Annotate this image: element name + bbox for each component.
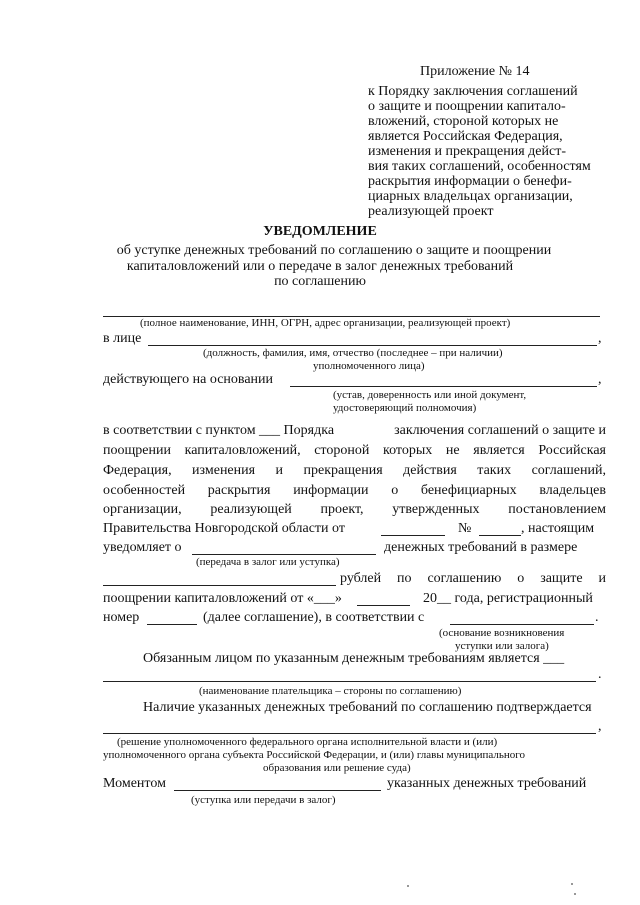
confirmation-caption-3: образования или решение суда) [263, 762, 411, 774]
ground-caption-2: уступки или залога) [455, 640, 549, 652]
paragraph-word: утвержденных [392, 502, 480, 517]
number-sign: № [458, 521, 472, 536]
monetary-claims-text: денежных требований в размере [384, 540, 578, 555]
agreement-note-text: (далее соглашение), в соответствии с [203, 610, 425, 625]
paragraph-word: не [445, 443, 460, 458]
moment-label: Моментом [103, 776, 166, 791]
paragraph-word: соглашений, [531, 463, 606, 478]
paragraph-word: и [598, 571, 606, 586]
moment-text: указанных денежных требований [387, 776, 587, 791]
paragraph-word: организации, [103, 502, 182, 517]
paragraph-word: особенностей [103, 483, 186, 498]
ground-field[interactable] [450, 624, 594, 625]
paragraph-word: реализующей [210, 502, 292, 517]
paragraph-word: Федерация, [103, 463, 172, 478]
paragraph-word: которых [383, 443, 433, 458]
paragraph-word: информации [293, 483, 369, 498]
paragraph-word: раскрытия [207, 483, 271, 498]
payer-caption: (наименование плательщика – стороны по соглашению) [199, 685, 462, 697]
paragraph-word: рублей [340, 571, 382, 586]
appendix-line: изменения и прекращения дейст- [368, 144, 566, 159]
authority-caption-1: (устав, доверенность или иной документ, [333, 389, 527, 401]
amount-field[interactable] [103, 585, 336, 586]
organization-caption: (полное наименование, ИНН, ОГРН, адрес организации, реализующей проект) [140, 317, 511, 329]
scan-speck [571, 883, 573, 885]
confirmation-field[interactable] [103, 733, 596, 734]
paragraph-line-4 [103, 483, 606, 499]
obliged-person-text: Обязанным лицом по указанным денежным требованиям является ___ [143, 651, 565, 666]
paragraph-word: о [517, 571, 525, 586]
registration-number-field[interactable] [147, 624, 197, 625]
paragraph-line-8 [340, 571, 606, 587]
ground-caption-1: (основание возникновения [439, 627, 565, 639]
paragraph-word: поощрении [103, 443, 171, 458]
paragraph-line-6-end: , настоящим [521, 521, 595, 536]
pledge-type-field[interactable] [192, 554, 376, 555]
in-person-label: в лице [103, 331, 142, 346]
paragraph-word: постановлением [508, 502, 606, 517]
paragraph-word: капиталовложений, [184, 443, 301, 458]
appendix-line: реализующей проект [368, 204, 494, 219]
paragraph-word: соглашению [427, 571, 502, 586]
notifies-label: уведомляет о [103, 540, 182, 555]
subtitle-line-1: об уступке денежных требований по соглашению о защите и поощрении [116, 243, 552, 258]
paragraph-word: о [391, 483, 399, 498]
confirmation-caption-1: (решение уполномоченного федерального органа исполнительной власти и (или) [117, 736, 498, 748]
paragraph-word: проект, [320, 502, 364, 517]
paragraph-word: Российская [538, 443, 606, 458]
paragraph-line-1: в соответствии с пунктом ___ Порядка заключения соглашений о защите и [103, 423, 606, 438]
moment-field[interactable] [174, 790, 381, 791]
paragraph-word: является [473, 443, 525, 458]
payer-field[interactable] [103, 681, 596, 682]
appendix-line: является Российская Федерация, [368, 129, 563, 144]
appendix-line: о защите и поощрении капитало- [368, 99, 566, 114]
paragraph-word: прекращения [303, 463, 383, 478]
confirmation-text: Наличие указанных денежных требований по соглашению подтверждается [143, 700, 592, 715]
appendix-line: циарных владельцах организации, [368, 189, 573, 204]
paragraph-word: бенефициарных [420, 483, 517, 498]
agreement-date-label: поощрении капиталовложений от «___» [103, 591, 342, 606]
decree-date-field[interactable] [381, 535, 445, 536]
subtitle-line-3: по соглашению [274, 274, 366, 289]
moment-caption: (уступка или передачи в залог) [191, 794, 336, 806]
paragraph-line-3 [103, 463, 606, 479]
agreement-month-field[interactable] [357, 605, 410, 606]
paragraph-word: владельцев [539, 483, 606, 498]
paragraph-word: изменения [192, 463, 256, 478]
paragraph-word: таких [477, 463, 512, 478]
acting-label: действующего на основании [103, 372, 274, 387]
paragraph-word: стороной [314, 443, 370, 458]
appendix-title: Приложение № 14 [420, 64, 530, 79]
paragraph-word: действия [403, 463, 457, 478]
paragraph-line-6-text: Правительства Новгородской области от [103, 521, 345, 536]
paragraph-word: и [275, 463, 284, 478]
authority-basis-field[interactable] [290, 386, 597, 387]
representative-field[interactable] [148, 345, 597, 346]
scan-speck [407, 885, 409, 887]
document-title: УВЕДОМЛЕНИЕ [263, 224, 377, 239]
representative-caption-1: (должность, фамилия, имя, отчество (последнее – при наличии) [203, 347, 503, 359]
scan-speck [574, 893, 576, 895]
authority-caption-2: удостоверяющий полномочия) [333, 402, 477, 414]
appendix-line: вложений, стороной которых не [368, 114, 559, 129]
paragraph-line-5 [103, 502, 606, 518]
subtitle-line-2: капиталовложений или о передаче в залог денежных требований [126, 259, 514, 274]
decree-number-field[interactable] [479, 535, 521, 536]
paragraph-word: по [397, 571, 412, 586]
paragraph-line-2 [103, 443, 606, 459]
year-registration-text: 20__ года, регистрационный [423, 591, 593, 606]
paragraph-word: защите [540, 571, 583, 586]
appendix-line: к Порядку заключения соглашений [368, 84, 578, 99]
pledge-type-caption: (передача в залог или уступка) [196, 556, 340, 568]
number-label: номер [103, 610, 140, 625]
representative-caption-2: уполномоченного лица) [313, 360, 425, 372]
appendix-line: раскрытия информации о бенефи- [368, 174, 572, 189]
appendix-line: вия таких соглашений, особенностям [368, 159, 591, 174]
confirmation-caption-2: уполномоченного органа субъекта Российской Федерации, и (или) главы муниципального [103, 749, 525, 761]
